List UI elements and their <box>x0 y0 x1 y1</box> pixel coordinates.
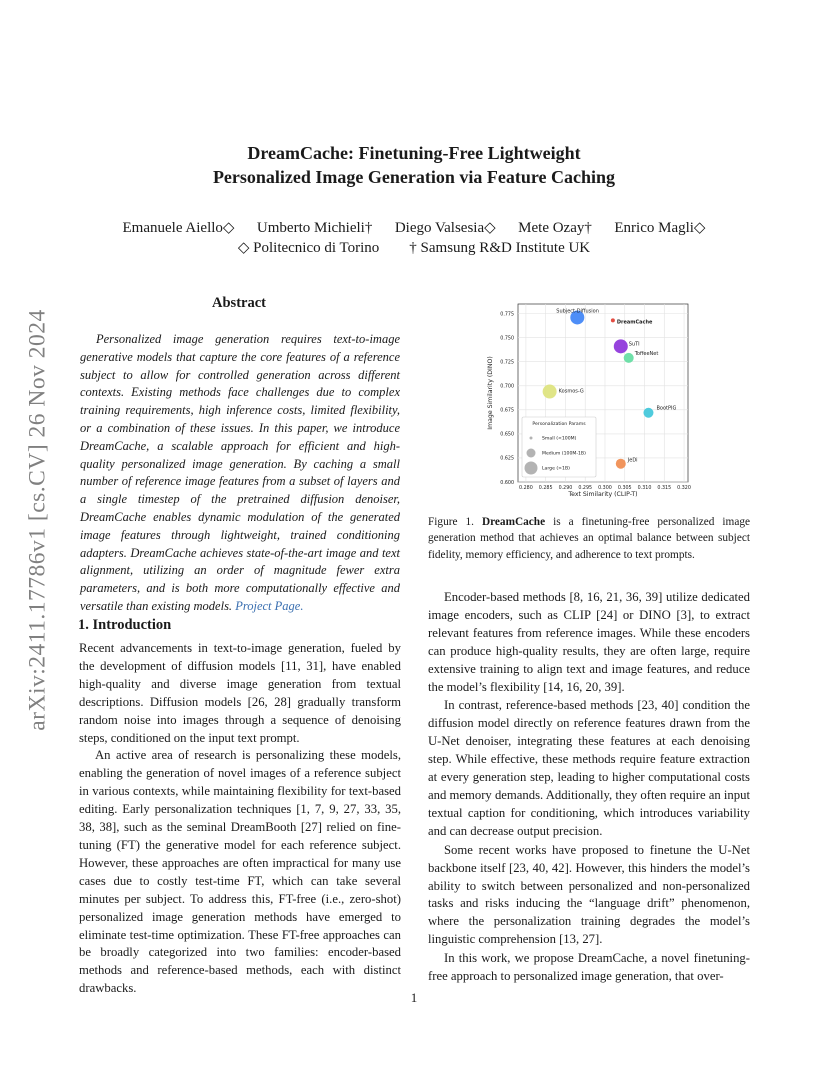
legend-title: Personalization Params <box>532 422 586 427</box>
author-list: Emanuele Aiello◇ Umberto Michieli† Diego Valsesia◇ Mete Ozay† Enrico Magli◇ <box>122 220 706 236</box>
legend-marker <box>527 449 536 458</box>
x-axis-label: Text Similarity (CLIP-T) <box>568 491 638 498</box>
section-heading-introduction: 1. Introduction <box>78 617 172 633</box>
intro-paragraph-1: Recent advancements in text-to-image generation, fueled by the development of diffusion models [11, 31], have enabled high-quality and diverse image generation from textual descriptions. Diffusion models [26, 28] gradually transform random noise into images through a sequence of denoising steps, conditioned on the input text prompt. <box>79 641 401 745</box>
data-point-label: Kosmos-G <box>558 388 584 395</box>
plot-area <box>487 304 691 498</box>
caption-label: Figure 1. <box>428 516 474 528</box>
y-tick-label: 0.725 <box>500 360 514 366</box>
data-point <box>616 459 626 469</box>
y-tick-label: 0.750 <box>500 336 514 342</box>
data-point <box>614 339 628 353</box>
intro-paragraph-2: An active area of research is personalizing these models, enabling the generation of novel images of a reference subject in various contexts, while maintaining flexibility for text-based editing. Early personalization techniques [1, 7, 9, 27, 33, 35, 38, 38], such as the seminal DreamBooth [27] relied on fine-tuning (FT) the generative model for each reference subject. However, these approaches are often impractical for many use cases due to costly test-time FT, which can take several minutes per subject. To address this, FT-free (i.e., zero-shot) personalized image generation methods have emerged to eliminate test-time optimization. These FT-free approaches can be broadly categorized into two families: encoder-based methods and reference-based methods, each with distinct drawbacks. <box>79 748 401 996</box>
x-tick-label: 0.315 <box>657 486 672 491</box>
x-tick-label: 0.290 <box>558 486 573 491</box>
right-paragraph-1: Encoder-based methods [8, 16, 21, 36, 39] utilize dedicated image encoders, such as CLIP [24] or DINO [3], to extract relevant features from reference images. While these encoders can produce high-quality results, they are often large, require extensive training to align text and image features, and reduce the model’s flexibility [14, 16, 20, 39]. <box>428 590 750 694</box>
legend-entry: Medium (100M-1B) <box>542 451 586 457</box>
right-column <box>428 589 750 986</box>
paper-title-line-2: Personalized Image Generation via Feature Caching <box>212 167 616 187</box>
affiliations: ◇ Politecnico di Torino † Samsung R&D Institute UK <box>237 240 591 256</box>
abstract-body <box>80 331 400 616</box>
data-point-label: Subject-Diffusion <box>556 308 599 315</box>
x-tick-label: 0.285 <box>538 486 553 491</box>
y-tick-label: 0.700 <box>500 384 514 390</box>
arxiv-identifier: arXiv:2411.17786v1 [cs.CV] 26 Nov 2024 <box>24 309 51 731</box>
y-tick-label: 0.775 <box>500 312 514 318</box>
caption-method-name: DreamCache <box>481 516 546 528</box>
data-point-label: DreamCache <box>616 319 653 326</box>
data-point-label: ToffeeNet <box>634 350 659 357</box>
legend-marker <box>530 437 533 440</box>
y-tick-label: 0.625 <box>500 456 514 462</box>
arxiv-sideband <box>8 280 68 760</box>
abstract-text: Personalized image generation requires text-to-image generative models that capture the core features of a reference subject to allow for controlled generation across different contexts. Existing methods face challenges due to complex training requirements, high inference costs, limited flexibility, or a combination of these issues. In this paper, we introduce DreamCache, a scalable approach for efficient and high-quality personalized image generation. By caching a small number of reference image features from a subset of layers and a single timestep of the pretrained diffusion denoiser, DreamCache enables dynamic modulation of the generated image features through lightweight, trained conditioning adapters. DreamCache achieves state-of-the-art image and text alignment, utilizing an order of magnitude fewer extra parameters, and is both more computationally effective and versatile than existing models. <box>80 332 400 613</box>
data-point <box>543 385 557 399</box>
y-tick-label: 0.650 <box>500 432 514 438</box>
legend-entry: Small (<100M) <box>542 436 577 442</box>
legend-entry: Large (>1B) <box>542 466 570 472</box>
page-number: 1 <box>410 990 418 1005</box>
right-paragraph-3: Some recent works have proposed to finetune the U-Net backbone itself [23, 40, 42]. However, this hinders the model’s ability to switch between personalized and non-personalized tasks and risks inducing the “language drift” phenomenon, where the personalization training degrades the model’s linguistic comprehension [13, 27]. <box>428 842 750 947</box>
y-axis-label: Image Similarity (DINO) <box>487 356 494 430</box>
data-point-label: JeDi <box>627 457 638 464</box>
figure-1-chart <box>484 300 694 502</box>
paper-title-line-1: DreamCache: Finetuning-Free Lightweight <box>247 143 581 163</box>
y-tick-label: 0.600 <box>500 480 514 486</box>
abstract-heading: Abstract <box>212 295 266 311</box>
data-point <box>624 353 634 363</box>
x-tick-label: 0.320 <box>677 486 691 491</box>
legend-marker <box>525 462 538 475</box>
figure-1-caption <box>428 514 750 563</box>
data-point-label: BootPIG <box>656 405 677 412</box>
x-tick-label: 0.305 <box>617 486 632 491</box>
y-tick-label: 0.675 <box>500 408 514 414</box>
data-point-label: SuTI <box>628 341 640 348</box>
project-page-link[interactable]: Project Page. <box>235 598 304 613</box>
right-paragraph-2: In contrast, reference-based methods [23, 40] condition the diffusion model directly on reference features drawn from the U-Net denoiser, integrating these features at each denoising step. While effective, these methods require feature extraction at every generation step, leading to higher computational costs and memory demands. Additionally, they often require an input textual caption for conditioning, which introduces variability and can decrease output precision. <box>428 698 750 838</box>
left-column <box>79 640 401 998</box>
x-tick-label: 0.300 <box>598 486 612 491</box>
right-paragraph-4: In this work, we propose DreamCache, a novel finetuning-free approach to personalized image generation, that over- <box>428 951 750 984</box>
data-point <box>611 318 615 322</box>
data-point <box>643 408 653 418</box>
x-tick-label: 0.310 <box>637 486 652 491</box>
x-tick-label: 0.280 <box>519 486 533 491</box>
x-tick-label: 0.295 <box>578 486 593 491</box>
caption-text: is a finetuning-free personalized image generation method that achieves an optimal balance between subject fidelity, memory efficiency, and adherence to text prompts. <box>428 516 750 561</box>
